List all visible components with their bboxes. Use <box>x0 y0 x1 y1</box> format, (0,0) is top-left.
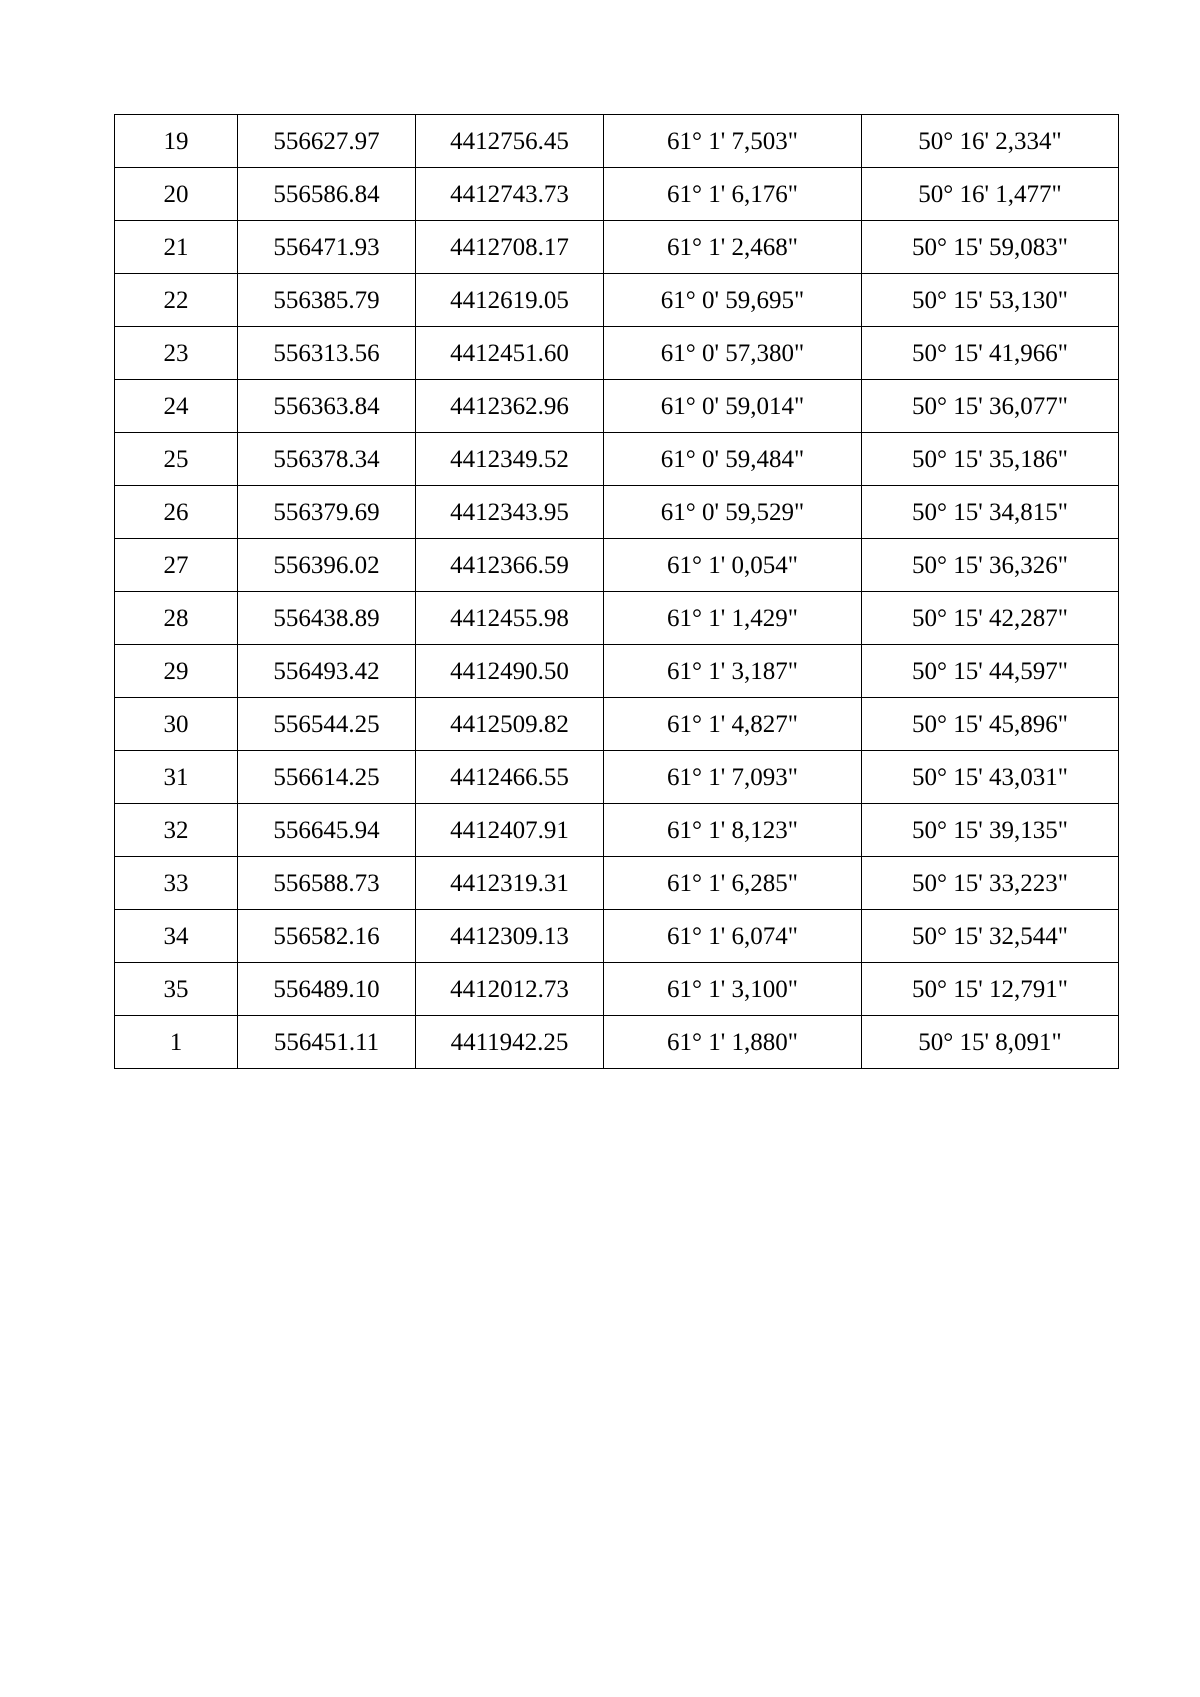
latitude-cell: 50° 15' 39,135" <box>862 804 1119 857</box>
y-coordinate-cell: 4412466.55 <box>416 751 604 804</box>
longitude-cell: 61° 0' 59,695" <box>604 274 862 327</box>
latitude-cell: 50° 15' 44,597" <box>862 645 1119 698</box>
y-coordinate-cell: 4412319.31 <box>416 857 604 910</box>
y-coordinate-cell: 4412619.05 <box>416 274 604 327</box>
point-number-cell: 30 <box>115 698 238 751</box>
table-row <box>115 433 1119 486</box>
point-number-cell: 26 <box>115 486 238 539</box>
point-number-cell: 28 <box>115 592 238 645</box>
point-number-cell: 25 <box>115 433 238 486</box>
longitude-cell: 61° 0' 59,529" <box>604 486 862 539</box>
y-coordinate-cell: 4412509.82 <box>416 698 604 751</box>
table-row <box>115 751 1119 804</box>
y-coordinate-cell: 4412309.13 <box>416 910 604 963</box>
longitude-cell: 61° 1' 4,827" <box>604 698 862 751</box>
x-coordinate-cell: 556645.94 <box>238 804 416 857</box>
longitude-cell: 61° 1' 7,093" <box>604 751 862 804</box>
table-row <box>115 539 1119 592</box>
x-coordinate-cell: 556313.56 <box>238 327 416 380</box>
coordinates-table <box>114 114 1119 1069</box>
latitude-cell: 50° 15' 36,077" <box>862 380 1119 433</box>
point-number-cell: 21 <box>115 221 238 274</box>
x-coordinate-cell: 556363.84 <box>238 380 416 433</box>
table-row <box>115 910 1119 963</box>
longitude-cell: 61° 1' 6,074" <box>604 910 862 963</box>
longitude-cell: 61° 1' 1,880" <box>604 1016 862 1069</box>
point-number-cell: 31 <box>115 751 238 804</box>
latitude-cell: 50° 15' 43,031" <box>862 751 1119 804</box>
longitude-cell: 61° 1' 3,100" <box>604 963 862 1016</box>
y-coordinate-cell: 4412455.98 <box>416 592 604 645</box>
point-number-cell: 19 <box>115 115 238 168</box>
longitude-cell: 61° 1' 2,468" <box>604 221 862 274</box>
y-coordinate-cell: 4412349.52 <box>416 433 604 486</box>
x-coordinate-cell: 556586.84 <box>238 168 416 221</box>
latitude-cell: 50° 15' 45,896" <box>862 698 1119 751</box>
table-row <box>115 274 1119 327</box>
table-row <box>115 645 1119 698</box>
point-number-cell: 27 <box>115 539 238 592</box>
latitude-cell: 50° 15' 36,326" <box>862 539 1119 592</box>
y-coordinate-cell: 4412366.59 <box>416 539 604 592</box>
y-coordinate-cell: 4412343.95 <box>416 486 604 539</box>
point-number-cell: 20 <box>115 168 238 221</box>
longitude-cell: 61° 1' 0,054" <box>604 539 862 592</box>
table-row <box>115 380 1119 433</box>
latitude-cell: 50° 15' 32,544" <box>862 910 1119 963</box>
point-number-cell: 35 <box>115 963 238 1016</box>
latitude-cell: 50° 15' 8,091" <box>862 1016 1119 1069</box>
x-coordinate-cell: 556582.16 <box>238 910 416 963</box>
latitude-cell: 50° 15' 42,287" <box>862 592 1119 645</box>
y-coordinate-cell: 4412743.73 <box>416 168 604 221</box>
x-coordinate-cell: 556588.73 <box>238 857 416 910</box>
table-row <box>115 168 1119 221</box>
table-row <box>115 221 1119 274</box>
point-number-cell: 34 <box>115 910 238 963</box>
point-number-cell: 24 <box>115 380 238 433</box>
table-row <box>115 963 1119 1016</box>
y-coordinate-cell: 4412407.91 <box>416 804 604 857</box>
y-coordinate-cell: 4412012.73 <box>416 963 604 1016</box>
x-coordinate-cell: 556378.34 <box>238 433 416 486</box>
latitude-cell: 50° 15' 41,966" <box>862 327 1119 380</box>
point-number-cell: 22 <box>115 274 238 327</box>
point-number-cell: 1 <box>115 1016 238 1069</box>
x-coordinate-cell: 556471.93 <box>238 221 416 274</box>
table-row <box>115 1016 1119 1069</box>
y-coordinate-cell: 4412708.17 <box>416 221 604 274</box>
y-coordinate-cell: 4412451.60 <box>416 327 604 380</box>
latitude-cell: 50° 15' 33,223" <box>862 857 1119 910</box>
longitude-cell: 61° 1' 8,123" <box>604 804 862 857</box>
latitude-cell: 50° 15' 34,815" <box>862 486 1119 539</box>
x-coordinate-cell: 556379.69 <box>238 486 416 539</box>
table-row <box>115 592 1119 645</box>
longitude-cell: 61° 0' 59,484" <box>604 433 862 486</box>
longitude-cell: 61° 1' 6,285" <box>604 857 862 910</box>
longitude-cell: 61° 1' 3,187" <box>604 645 862 698</box>
x-coordinate-cell: 556493.42 <box>238 645 416 698</box>
latitude-cell: 50° 15' 12,791" <box>862 963 1119 1016</box>
longitude-cell: 61° 0' 59,014" <box>604 380 862 433</box>
x-coordinate-cell: 556614.25 <box>238 751 416 804</box>
table-row <box>115 115 1119 168</box>
longitude-cell: 61° 1' 1,429" <box>604 592 862 645</box>
x-coordinate-cell: 556438.89 <box>238 592 416 645</box>
longitude-cell: 61° 1' 7,503" <box>604 115 862 168</box>
point-number-cell: 29 <box>115 645 238 698</box>
latitude-cell: 50° 15' 59,083" <box>862 221 1119 274</box>
table-row <box>115 804 1119 857</box>
table-row <box>115 857 1119 910</box>
table-row <box>115 327 1119 380</box>
longitude-cell: 61° 0' 57,380" <box>604 327 862 380</box>
y-coordinate-cell: 4412362.96 <box>416 380 604 433</box>
point-number-cell: 32 <box>115 804 238 857</box>
latitude-cell: 50° 15' 53,130" <box>862 274 1119 327</box>
table-row <box>115 698 1119 751</box>
coordinates-table-body <box>115 115 1119 1069</box>
latitude-cell: 50° 16' 1,477" <box>862 168 1119 221</box>
x-coordinate-cell: 556544.25 <box>238 698 416 751</box>
longitude-cell: 61° 1' 6,176" <box>604 168 862 221</box>
x-coordinate-cell: 556627.97 <box>238 115 416 168</box>
table-row <box>115 486 1119 539</box>
x-coordinate-cell: 556385.79 <box>238 274 416 327</box>
y-coordinate-cell: 4411942.25 <box>416 1016 604 1069</box>
point-number-cell: 33 <box>115 857 238 910</box>
y-coordinate-cell: 4412490.50 <box>416 645 604 698</box>
point-number-cell: 23 <box>115 327 238 380</box>
x-coordinate-cell: 556451.11 <box>238 1016 416 1069</box>
x-coordinate-cell: 556396.02 <box>238 539 416 592</box>
x-coordinate-cell: 556489.10 <box>238 963 416 1016</box>
latitude-cell: 50° 16' 2,334" <box>862 115 1119 168</box>
y-coordinate-cell: 4412756.45 <box>416 115 604 168</box>
latitude-cell: 50° 15' 35,186" <box>862 433 1119 486</box>
